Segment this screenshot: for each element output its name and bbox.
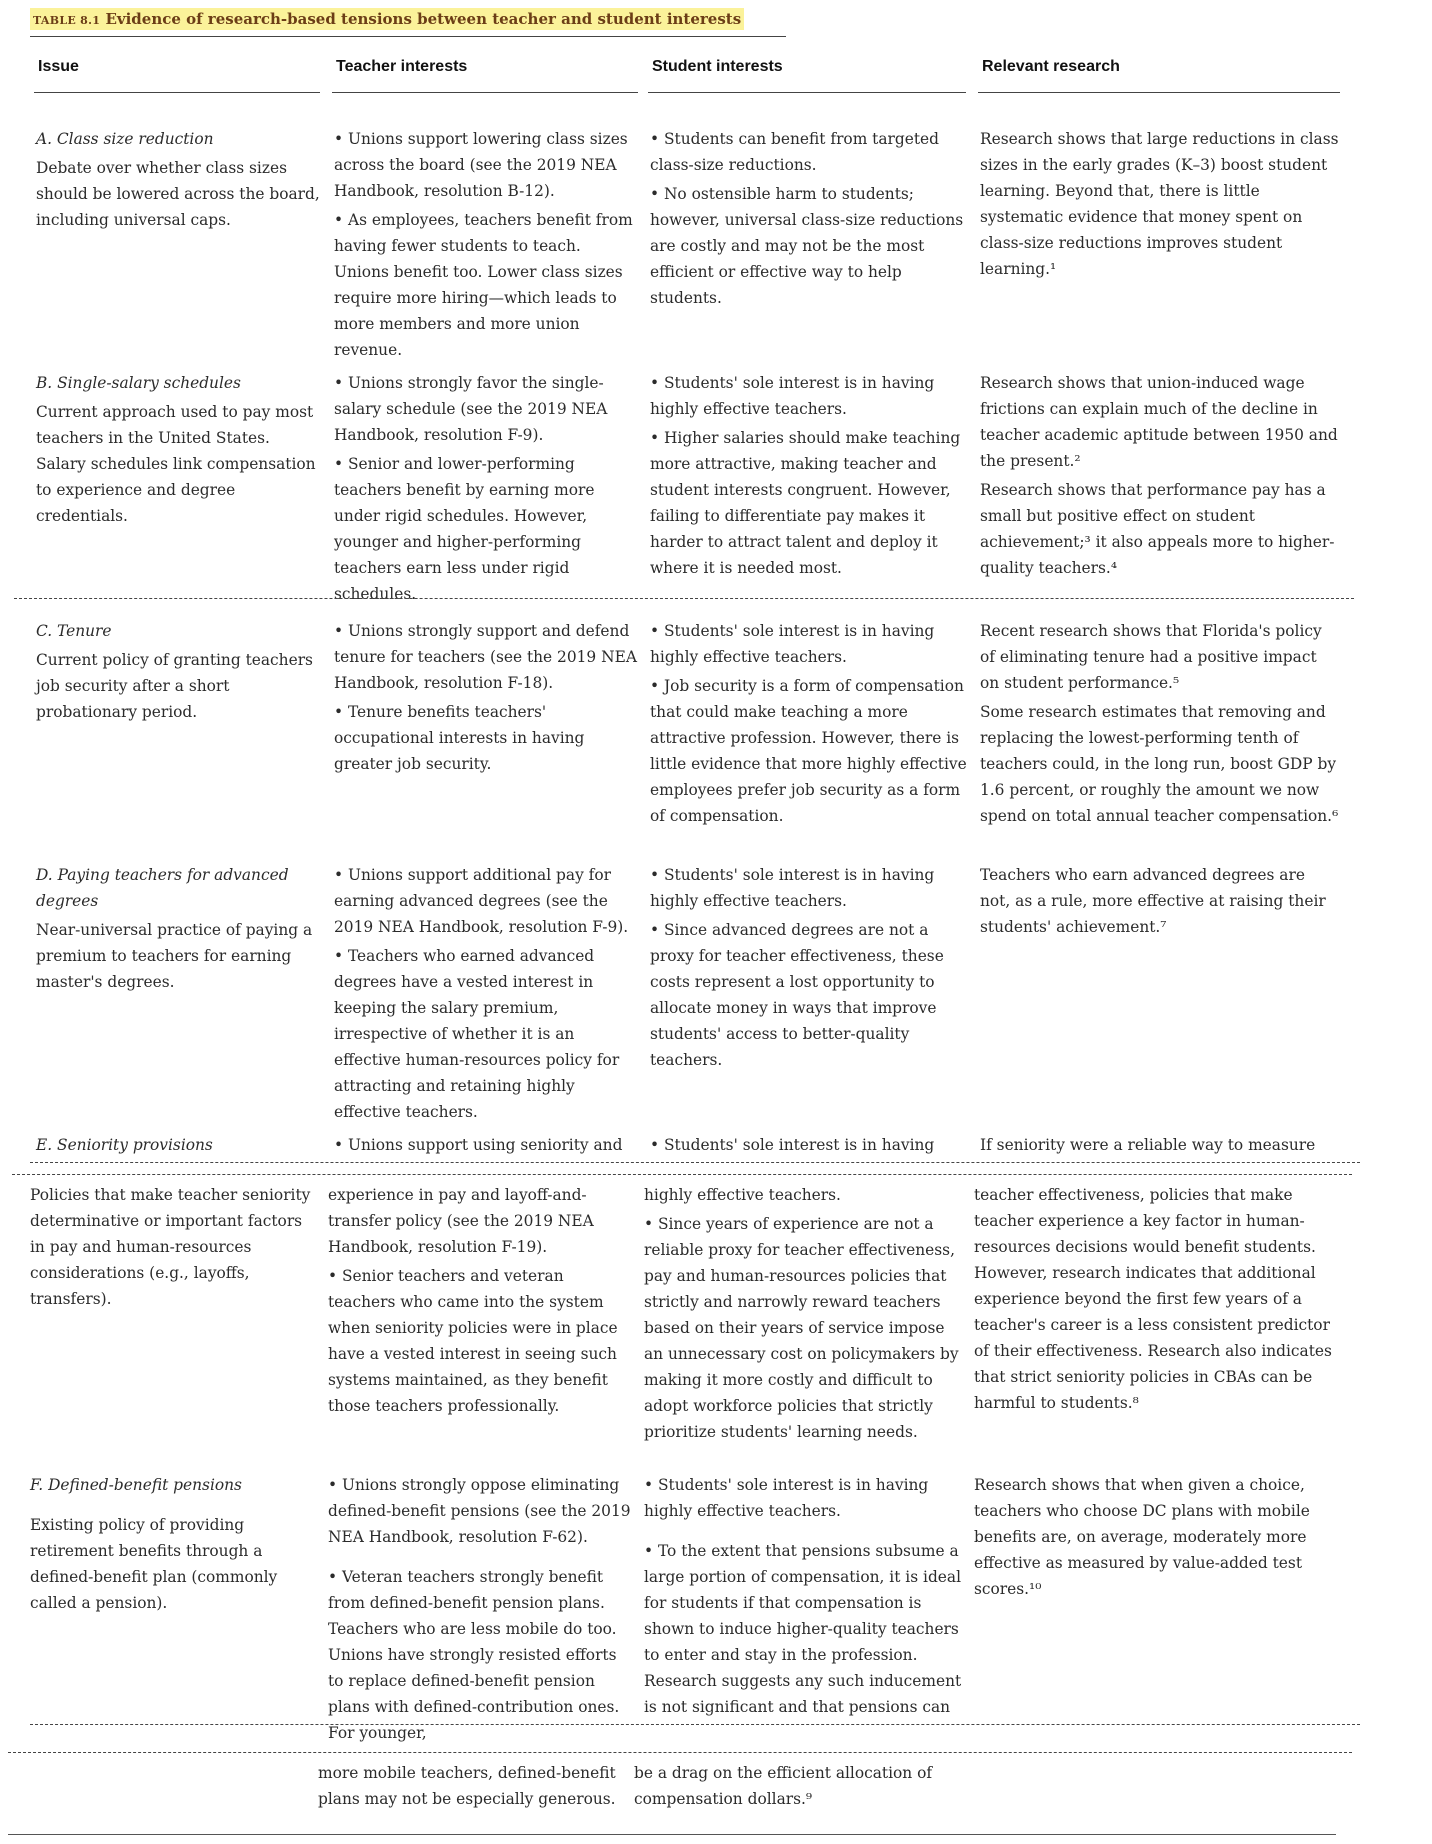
row-b-student-point: • Students' sole interest is in having highly effective teachers. [650, 374, 935, 418]
header-student [648, 52, 966, 93]
row-d-student [650, 862, 968, 1076]
row-a-issue [36, 126, 320, 233]
row-b-research-text: Research shows that performance pay has a small but positive effect on student achievement;³ it also appeals more to higher-quality teachers.⁴ [980, 481, 1335, 577]
row-e-research-text: teacher effectiveness, policies that make teacher experience a key factor in human-resources decisions would benefit students. However, research indicates that additional experience beyond the first few years of a teacher's career is a less consistent predictor of their effectiveness. Research also indicates that strict seniority policies in CBAs can be harmful to students.⁸ [974, 1186, 1332, 1412]
table-title-bar [30, 8, 786, 37]
row-d-issue-desc: Near-universal practice of paying a premium to teachers for earning master's degrees. [36, 921, 313, 991]
row-d-issue-title: D. Paying teachers for advanced degrees [36, 866, 289, 910]
row-b-teacher-point: • Unions strongly favor the single-salary schedule (see the 2019 NEA Handbook, resolution F-9). [334, 374, 608, 444]
row-a-student-point: • Students can benefit from targeted class-size reductions. [650, 130, 940, 174]
row-d-research-text: Teachers who earn advanced degrees are not, as a rule, more effective at raising their students' achievement.⁷ [980, 866, 1326, 936]
row-b-student [650, 370, 968, 584]
row-e-teacher-first-line: • Unions support using seniority and [334, 1136, 623, 1154]
row-a-research-text: Research shows that large reductions in class sizes in the early grades (K–3) boost student learning. Beyond that, there is little systematic evidence that money spent on class-size reductions improves student learning.¹ [980, 130, 1339, 278]
row-c-research [980, 618, 1340, 832]
row-e-research-first-line: If seniority were a reliable way to measure [980, 1136, 1316, 1154]
row-f-student-point: • Students' sole interest is in having highly effective teachers. [644, 1476, 929, 1520]
row-a-student-point: • No ostensible harm to students; however, universal class-size reductions are costly and may not be the most efficient or effective way to help students. [650, 185, 964, 307]
row-d-teacher-point: • Unions support additional pay for earning advanced degrees (see the 2019 NEA Handbook, resolution F-9). [334, 866, 629, 936]
row-f-teacher-continued [318, 1760, 624, 1812]
row-e-teacher [328, 1182, 634, 1422]
header-issue [34, 52, 320, 93]
row-f-teacher-cont-text: more mobile teachers, defined-benefit plans may not be especially generous. [318, 1764, 616, 1808]
row-b-issue-desc: Current approach used to pay most teachers in the United States. Salary schedules link compensation to experience and degree credentials. [36, 403, 316, 525]
row-e-student-first [650, 1132, 968, 1158]
row-divider [14, 598, 1354, 599]
row-f-teacher-point: • Veteran teachers strongly benefit from defined-benefit pension plans. Teachers who are less mobile do too. Unions have strongly resisted efforts to replace defined-benefit pension plans with defined-contribution ones. For younger, [328, 1568, 620, 1742]
row-b-issue-title: B. Single-salary schedules [36, 374, 241, 392]
row-c-issue [36, 618, 320, 725]
row-b-issue [36, 370, 320, 529]
row-c-teacher-point: • Tenure benefits teachers' occupational interests in having greater job security. [334, 703, 585, 773]
row-f-student [644, 1472, 962, 1723]
row-e-teacher-point: experience in pay and layoff-and-transfer policy (see the 2019 NEA Handbook, resolution F-19). [328, 1186, 594, 1256]
row-c-student-point: • Students' sole interest is in having highly effective teachers. [650, 622, 935, 666]
row-c-issue-desc: Current policy of granting teachers job security after a short probationary period. [36, 651, 313, 721]
row-d-student-point: • Students' sole interest is in having highly effective teachers. [650, 866, 935, 910]
row-d-research [980, 862, 1340, 943]
row-a-issue-title: A. Class size reduction [36, 130, 214, 148]
page-cut-line [12, 1174, 1352, 1175]
row-f-student-continued [634, 1760, 952, 1812]
row-b-teacher-point: • Senior and lower-performing teachers benefit by earning more under rigid schedules. However, younger and higher-performing teachers earn less under rigid schedules. [334, 455, 595, 603]
row-b-research-text: Research shows that union-induced wage frictions can explain much of the decline in teacher academic aptitude between 1950 and the present.² [980, 374, 1338, 470]
row-c-teacher-point: • Unions strongly support and defend tenure for teachers (see the 2019 NEA Handbook, resolution F-18). [334, 622, 637, 692]
row-c-research-text: Recent research shows that Florida's policy of eliminating tenure had a positive impact on student performance.⁵ [980, 622, 1322, 692]
row-a-teacher [334, 126, 638, 366]
table-tag: TABLE 8.1 [33, 14, 101, 27]
row-f-issue-desc: Existing policy of providing retirement benefits through a defined-benefit plan (commonly called a pension). [30, 1516, 278, 1612]
row-a-teacher-point: • Unions support lowering class sizes across the board (see the 2019 NEA Handbook, resolution B-12). [334, 130, 628, 200]
row-d-student-point: • Since advanced degrees are not a proxy for teacher effectiveness, these costs represent a lost opportunity to allocate money in ways that improve students' access to better-quality teachers. [650, 921, 944, 1069]
row-f-teacher-point: • Unions strongly oppose eliminating defined-benefit pensions (see the 2019 NEA Handbook, resolution F-62). [328, 1476, 631, 1546]
row-c-teacher [334, 618, 638, 780]
row-d-issue [36, 862, 320, 995]
header-student-label: Student interests [652, 58, 783, 75]
row-e-issue-desc: Policies that make teacher seniority determinative or important factors in pay and human-resources considerations (e.g., layoffs, transfers). [30, 1186, 311, 1308]
row-f-issue [30, 1472, 314, 1616]
table-title [30, 8, 744, 30]
row-a-issue-desc: Debate over whether class sizes should be lowered across the board, including universal caps. [36, 159, 320, 229]
row-e-issue [30, 1182, 314, 1312]
row-d-teacher-point: • Teachers who earned advanced degrees have a vested interest in keeping the salary premium, irrespective of whether it is an effective human-resources policy for attracting and retaining highly effective teachers. [334, 947, 620, 1121]
row-f-student-cont-text: be a drag on the efficient allocation of compensation dollars.⁹ [634, 1764, 933, 1808]
header-issue-label: Issue [38, 58, 79, 75]
header-teacher-label: Teacher interests [336, 58, 468, 75]
row-d-teacher [334, 862, 638, 1128]
row-e-research-first [980, 1132, 1340, 1158]
row-c-student-point: • Job security is a form of compensation that could make teaching a more attractive profession. However, there is little evidence that more highly effective employees prefer job security as a form of compensation. [650, 677, 967, 825]
row-f-issue-title: F. Defined-benefit pensions [30, 1476, 242, 1494]
row-a-student [650, 126, 968, 314]
header-teacher [332, 52, 638, 93]
header-research-label: Relevant research [982, 58, 1120, 75]
row-a-research [980, 126, 1340, 285]
row-c-issue-title: C. Tenure [36, 622, 112, 640]
row-f-teacher [328, 1472, 634, 1749]
page-cut-line [30, 1724, 1360, 1725]
row-e-research [974, 1182, 1334, 1419]
row-b-student-point: • Higher salaries should make teaching more attractive, making teacher and student interests congruent. However, failing to differentiate pay makes it harder to attract talent and deploy it where it is needed most. [650, 429, 961, 577]
row-b-teacher [334, 370, 638, 610]
row-c-student [650, 618, 968, 832]
row-e-student-first-line: • Students' sole interest is in having [650, 1136, 935, 1154]
row-a-teacher-point: • As employees, teachers benefit from having fewer students to teach. Unions benefit too. Lower class sizes require more hiring—which leads to more members and more union revenue. [334, 211, 633, 359]
page-cut-line [30, 1162, 1360, 1163]
header-research [978, 52, 1340, 93]
row-e-issue-title: E. Seniority provisions [36, 1136, 213, 1154]
row-e-teacher-point: • Senior teachers and veteran teachers who came into the system when seniority policies were in place have a vested interest in seeing such systems maintained, as they benefit those teachers professionally. [328, 1267, 618, 1415]
page-cut-line [8, 1752, 1352, 1753]
row-f-student-point: • To the extent that pensions subsume a large portion of compensation, it is ideal for students if that compensation is shown to induce higher-quality teachers to enter and stay in the profession. Research suggests any such inducement is not significant and that pensions can [644, 1542, 962, 1716]
table-title-text: Evidence of research-based tensions between teacher and student interests [105, 10, 742, 28]
table-bottom-rule [8, 1834, 1336, 1835]
row-e-student [644, 1182, 962, 1448]
row-e-student-point: • Since years of experience are not a reliable proxy for teacher effectiveness, pay and human-resources policies that strictly and narrowly reward teachers based on their years of service impose an unnecessary cost on policymakers by making it more costly and difficult to adopt workforce policies that strictly prioritize students' learning needs. [644, 1215, 959, 1441]
row-b-research [980, 370, 1340, 584]
row-f-research-text: Research shows that when given a choice, teachers who choose DC plans with mobile benefits are, on average, moderately more effective as measured by value-added test scores.¹⁰ [974, 1476, 1310, 1598]
row-c-research-text: Some research estimates that removing and replacing the lowest-performing tenth of teachers could, in the long run, boost GDP by 1.6 percent, or roughly the amount we now spend on total annual teacher compensation.⁶ [980, 703, 1339, 825]
row-e-student-point: highly effective teachers. [644, 1186, 841, 1204]
row-e-teacher-first [334, 1132, 638, 1158]
row-f-research [974, 1472, 1334, 1605]
row-e-issue-title-cell [36, 1132, 320, 1161]
